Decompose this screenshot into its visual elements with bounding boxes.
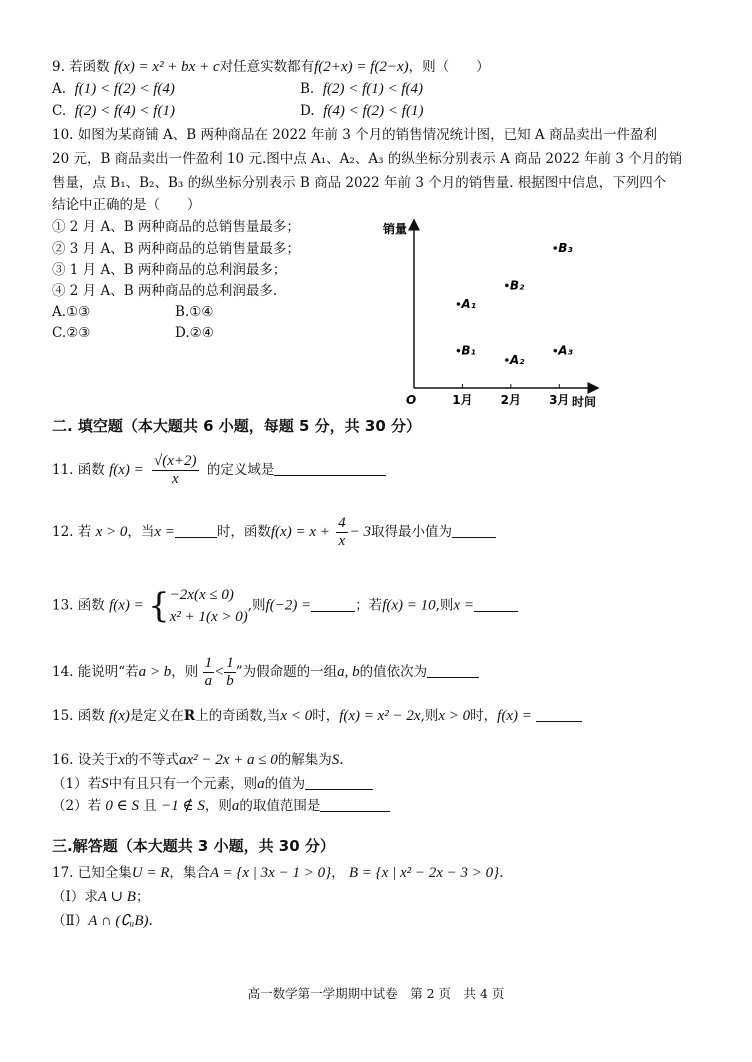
q16-blank-1[interactable] bbox=[305, 775, 373, 790]
point-label-B1: B₁ bbox=[461, 343, 476, 358]
q12: 12. 若 x > 0，当x = 时，函数f(x) = x + $\frac{4}{x}$ − 3取得最小值为 bbox=[52, 515, 496, 550]
q17-part-1: （Ⅰ）求A ∪ B； bbox=[52, 889, 150, 905]
q12-x-blank[interactable] bbox=[175, 523, 217, 538]
q9-stem: 9. 若函数 f(x) = x² + bx + c对任意实数都有f(2+x) = f(2−x)，则（ ） bbox=[52, 59, 490, 75]
section-2-title: 二. 填空题（本大题共 6 小题，每题 5 分，共 30 分） bbox=[52, 417, 422, 435]
sales-scatter-chart bbox=[380, 214, 610, 410]
q9-option-d: D. f(4) < f(2) < f(1) bbox=[300, 103, 424, 119]
section-3-title: 三.解答题（本大题共 3 小题，共 30 分） bbox=[52, 837, 335, 855]
point-B1 bbox=[457, 349, 461, 353]
q9-option-c: C. f(2) < f(4) < f(1) bbox=[52, 103, 175, 119]
q16-part-1: （1）若S中有且只有一个元素，则a的值为 bbox=[52, 775, 373, 793]
point-label-A3: A₃ bbox=[558, 343, 573, 358]
point-A2 bbox=[505, 358, 509, 362]
point-B3 bbox=[553, 246, 557, 250]
point-B2 bbox=[505, 284, 509, 288]
q13-case-2: x² + 1(x > 0) bbox=[169, 609, 248, 625]
q14: 14. 能说明“若a > b，则 $\frac{1}{a}$ < $\frac{1}{b}$ ”为假命题的一组a, b的值依次为 bbox=[52, 655, 479, 690]
q9-option-a: A. f(1) < f(2) < f(4) bbox=[52, 81, 175, 97]
q10-line-4: 结论中正确的是（ ） bbox=[52, 197, 201, 213]
q12-min-blank[interactable] bbox=[452, 523, 496, 538]
q14-answer-blank[interactable] bbox=[427, 663, 479, 678]
x-tick-label-2: 2月 bbox=[500, 393, 522, 407]
q17-stem: 17. 已知全集U = R，集合A = {x | 3x − 1 > 0}， B = {x | x² − 2x − 3 > 0}. bbox=[52, 865, 504, 881]
q11: 11. 函数 f(x) = $\frac{√(x+2)}{x}$ 的定义域是 bbox=[52, 453, 386, 488]
q12-numerator: 4 bbox=[338, 515, 346, 531]
q10-option-d: D.②④ bbox=[175, 325, 214, 341]
point-label-A1: A₁ bbox=[461, 297, 476, 311]
q10-statement-1: ① 2 月 A、B 两种商品的总销售量最多； bbox=[52, 219, 300, 235]
origin-label: O bbox=[406, 393, 417, 407]
q10-line-2: 20 元，B 商品卖出一件盈利 10 元.图中点 A₁、A₂、A₃ 的纵坐标分别表示 A 商品 2022 年前 3 个月的销 bbox=[52, 151, 683, 167]
q14-frac1-den: a bbox=[204, 673, 213, 689]
q13-blank-1[interactable] bbox=[311, 597, 355, 612]
q10-statement-4: ④ 2 月 A、B 两种商品的总利润最多. bbox=[52, 283, 278, 299]
x-axis-label: 时间 bbox=[572, 395, 597, 409]
q14-frac1-num: 1 bbox=[204, 655, 213, 671]
q11-denominator: x bbox=[171, 471, 179, 487]
y-axis-label: 销量 bbox=[383, 222, 408, 236]
q10-line-3: 售量，点 B₁、B₂、B₃ 的纵坐标分别表示 B 商品 2022 年前 3 个月的销售量. 根据图中信息，下列四个 bbox=[52, 175, 667, 191]
q10-option-b: B.①④ bbox=[175, 304, 214, 320]
point-A1 bbox=[457, 302, 461, 306]
point-label-B2: B₂ bbox=[509, 278, 525, 293]
point-label-B3: B₃ bbox=[558, 241, 573, 255]
q16-blank-2[interactable] bbox=[320, 797, 390, 812]
q10-option-a: A.①③ bbox=[52, 304, 91, 320]
q14-frac2-den: b bbox=[226, 673, 234, 689]
point-A3 bbox=[553, 349, 557, 353]
q10-statement-3: ③ 1 月 A、B 两种商品的总利润最多； bbox=[52, 262, 287, 278]
q10-statement-2: ② 3 月 A、B 两种商品的总销售量最多； bbox=[52, 241, 300, 257]
x-tick-label-1: 1月 bbox=[452, 393, 473, 407]
q9-option-b: B. f(2) < f(1) < f(4) bbox=[300, 81, 424, 97]
q10-line-1: 10. 如图为某商铺 A、B 两种商品在 2022 年前 3 个月的销售情况统计图，已知 A 商品卖出一件盈利 bbox=[52, 127, 657, 143]
q13: 13. 函数 f(x) = { −2x(x ≤ 0) x² + 1(x > 0) ,则f(−2) = ；若f(x) = 10,则x = bbox=[52, 584, 518, 628]
q15: 15. 函数 f(x)是定义在R上的奇函数,当x < 0时，f(x) = x² − 2x,则x > 0时，f(x) = bbox=[52, 707, 582, 725]
point-label-A2: A₂ bbox=[509, 353, 525, 367]
q13-case-1: −2x(x ≤ 0) bbox=[169, 587, 234, 603]
q13-blank-2[interactable] bbox=[474, 597, 518, 612]
x-tick-label-3: 3月 bbox=[549, 393, 570, 407]
q16-stem: 16. 设关于x的不等式ax² − 2x + a ≤ 0的解集为S. bbox=[52, 752, 344, 768]
q11-answer-blank[interactable] bbox=[274, 461, 386, 476]
q10-option-c: C.②③ bbox=[52, 325, 91, 341]
q14-frac2-num: 1 bbox=[226, 655, 234, 671]
q12-denominator: x bbox=[338, 533, 346, 549]
page-footer: 高一数学第一学期期中试卷 第 2 页 共 4 页 bbox=[247, 986, 505, 1001]
q15-answer-blank[interactable] bbox=[536, 707, 582, 722]
q17-part-2: （Ⅱ）A ∩ (∁ᵤB). bbox=[52, 913, 153, 929]
q11-numerator: √(x+2) bbox=[154, 453, 197, 469]
q16-part-2: （2）若 0 ∈ S 且 −1 ∉ S，则a的取值范围是 bbox=[52, 797, 390, 815]
